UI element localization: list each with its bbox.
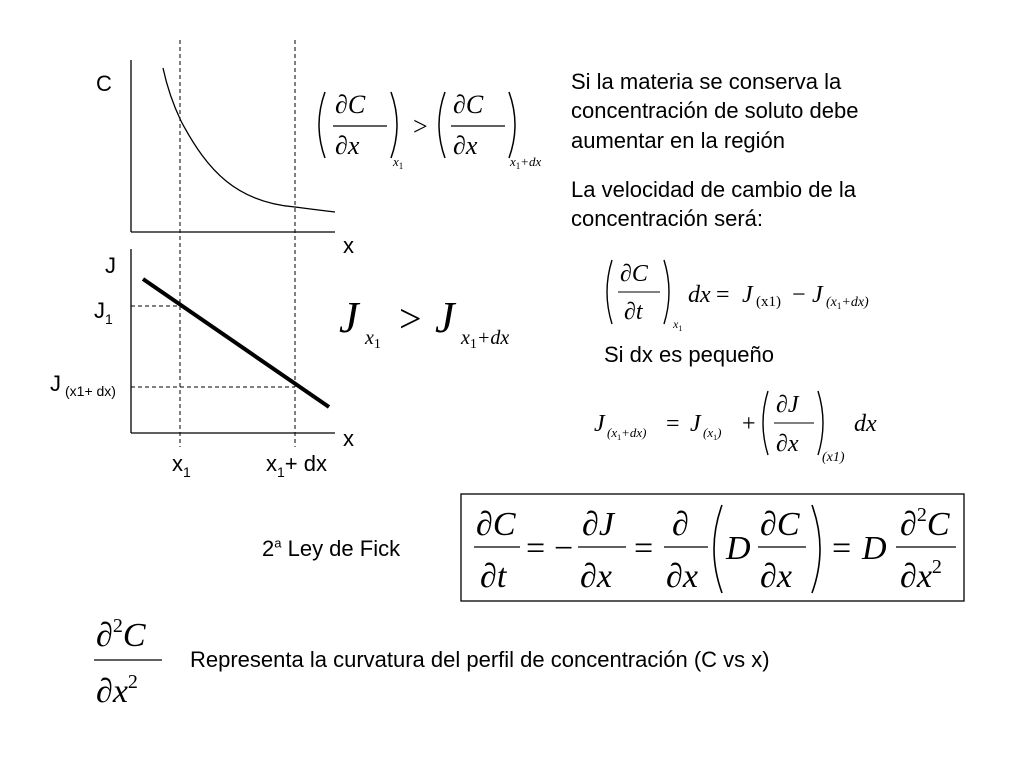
x1dx-tick-label: $x_1+$ dx: [266, 451, 327, 480]
gradient-comparison-equation: [305, 80, 565, 180]
svg-text:(x1): $(x_1)$: [703, 425, 722, 442]
top-y-label: C: [96, 71, 112, 96]
svg-text:∂C: ∂C: [620, 261, 648, 287]
svg-text:∂x2: $\partial x^2$: [96, 671, 138, 710]
svg-text:J: J: [339, 293, 359, 342]
svg-text:x1: $x_1$: [393, 154, 404, 171]
x1-tick-label: $x_1$: [172, 451, 191, 480]
conservation-text: Si la materia se conserva la concentración de soluto debe aumentar en la región: [571, 69, 859, 153]
svg-text:x1+dx: $x_1+dx$: [510, 154, 542, 171]
svg-text:∂x2: $\partial x^2$: [900, 556, 942, 595]
svg-text:∂x: ∂x: [453, 131, 478, 160]
svg-text:D: D: [862, 530, 887, 567]
svg-text:∂C: ∂C: [760, 506, 800, 543]
svg-text:∂x: ∂x: [666, 558, 698, 595]
svg-text:−: −: [554, 530, 574, 567]
flux-line: [143, 279, 329, 407]
svg-text:(x1): (x1): [822, 450, 845, 465]
svg-text:∂J: ∂J: [776, 392, 799, 418]
bottom-y-label: J: [105, 253, 116, 278]
svg-text:∂x: ∂x: [776, 431, 799, 457]
svg-text:(x1+dx): $(x_1+dx)$: [607, 425, 647, 442]
small-dx-text: Si dx es pequeño: [604, 342, 775, 367]
svg-text:>: >: [413, 112, 428, 141]
svg-text:∂x: ∂x: [580, 558, 612, 595]
svg-text:J: J: [435, 293, 455, 342]
svg-text:=: =: [634, 530, 654, 567]
rate-balance-equation: [600, 252, 900, 337]
fick-label: 2$^a$ Ley de Fick: [262, 535, 401, 561]
svg-text:∂: ∂: [672, 506, 689, 543]
svg-text:∂J: ∂J: [582, 506, 614, 543]
svg-text:∂t: ∂t: [624, 299, 643, 325]
bottom-x-label: x: [343, 426, 354, 451]
svg-text:>: >: [399, 296, 422, 341]
svg-text:D: D: [726, 530, 751, 567]
svg-text:∂C: ∂C: [335, 90, 366, 119]
taylor-expansion-equation: [590, 385, 890, 470]
svg-text:∂t: ∂t: [480, 558, 507, 595]
j2-label: J $_{(x1+ dx)}$: [50, 371, 116, 399]
svg-text:(x1+dx): $(x_1+dx)$: [826, 295, 869, 311]
svg-text:∂x: ∂x: [335, 131, 360, 160]
j1-label: $J_1$: [94, 298, 113, 327]
svg-text:J: J: [594, 411, 605, 437]
svg-text:x1+dx: $x_1+dx$: [461, 327, 510, 352]
top-x-label: x: [343, 233, 354, 258]
svg-text:∂2C: ∂$^2$C: [900, 504, 950, 543]
curvature-term: [90, 610, 180, 710]
svg-text:J: J: [742, 282, 753, 308]
svg-text:−: −: [792, 282, 806, 308]
svg-text:=: =: [526, 530, 546, 567]
svg-text:∂x: ∂x: [760, 558, 792, 595]
flux-comparison-equation: [335, 290, 545, 360]
svg-text:J: J: [690, 411, 701, 437]
curvature-description: Representa la curvatura del perfil de concentración (C vs x): [190, 647, 770, 672]
svg-text:J: J: [812, 282, 823, 308]
svg-text:∂C: ∂C: [476, 506, 516, 543]
svg-text:=: =: [666, 411, 680, 437]
svg-text:dx: dx: [854, 411, 877, 437]
svg-text:dx: dx: [688, 282, 711, 308]
svg-text:x1: $x_1$: [365, 327, 381, 352]
svg-text:=: =: [832, 530, 852, 567]
svg-text:(x1): (x1): [756, 294, 781, 310]
fick-second-law-equation: [460, 493, 966, 603]
rate-intro-text: La velocidad de cambio de la concentración será:: [571, 177, 856, 232]
svg-text:+: +: [742, 411, 756, 437]
svg-text:=: =: [716, 282, 730, 308]
svg-text:x1: $x_1$: [673, 317, 683, 333]
svg-text:∂C: ∂C: [453, 90, 484, 119]
concentration-flux-graphs: [0, 0, 560, 500]
svg-text:∂2C: ∂$^2$C: [96, 615, 146, 654]
